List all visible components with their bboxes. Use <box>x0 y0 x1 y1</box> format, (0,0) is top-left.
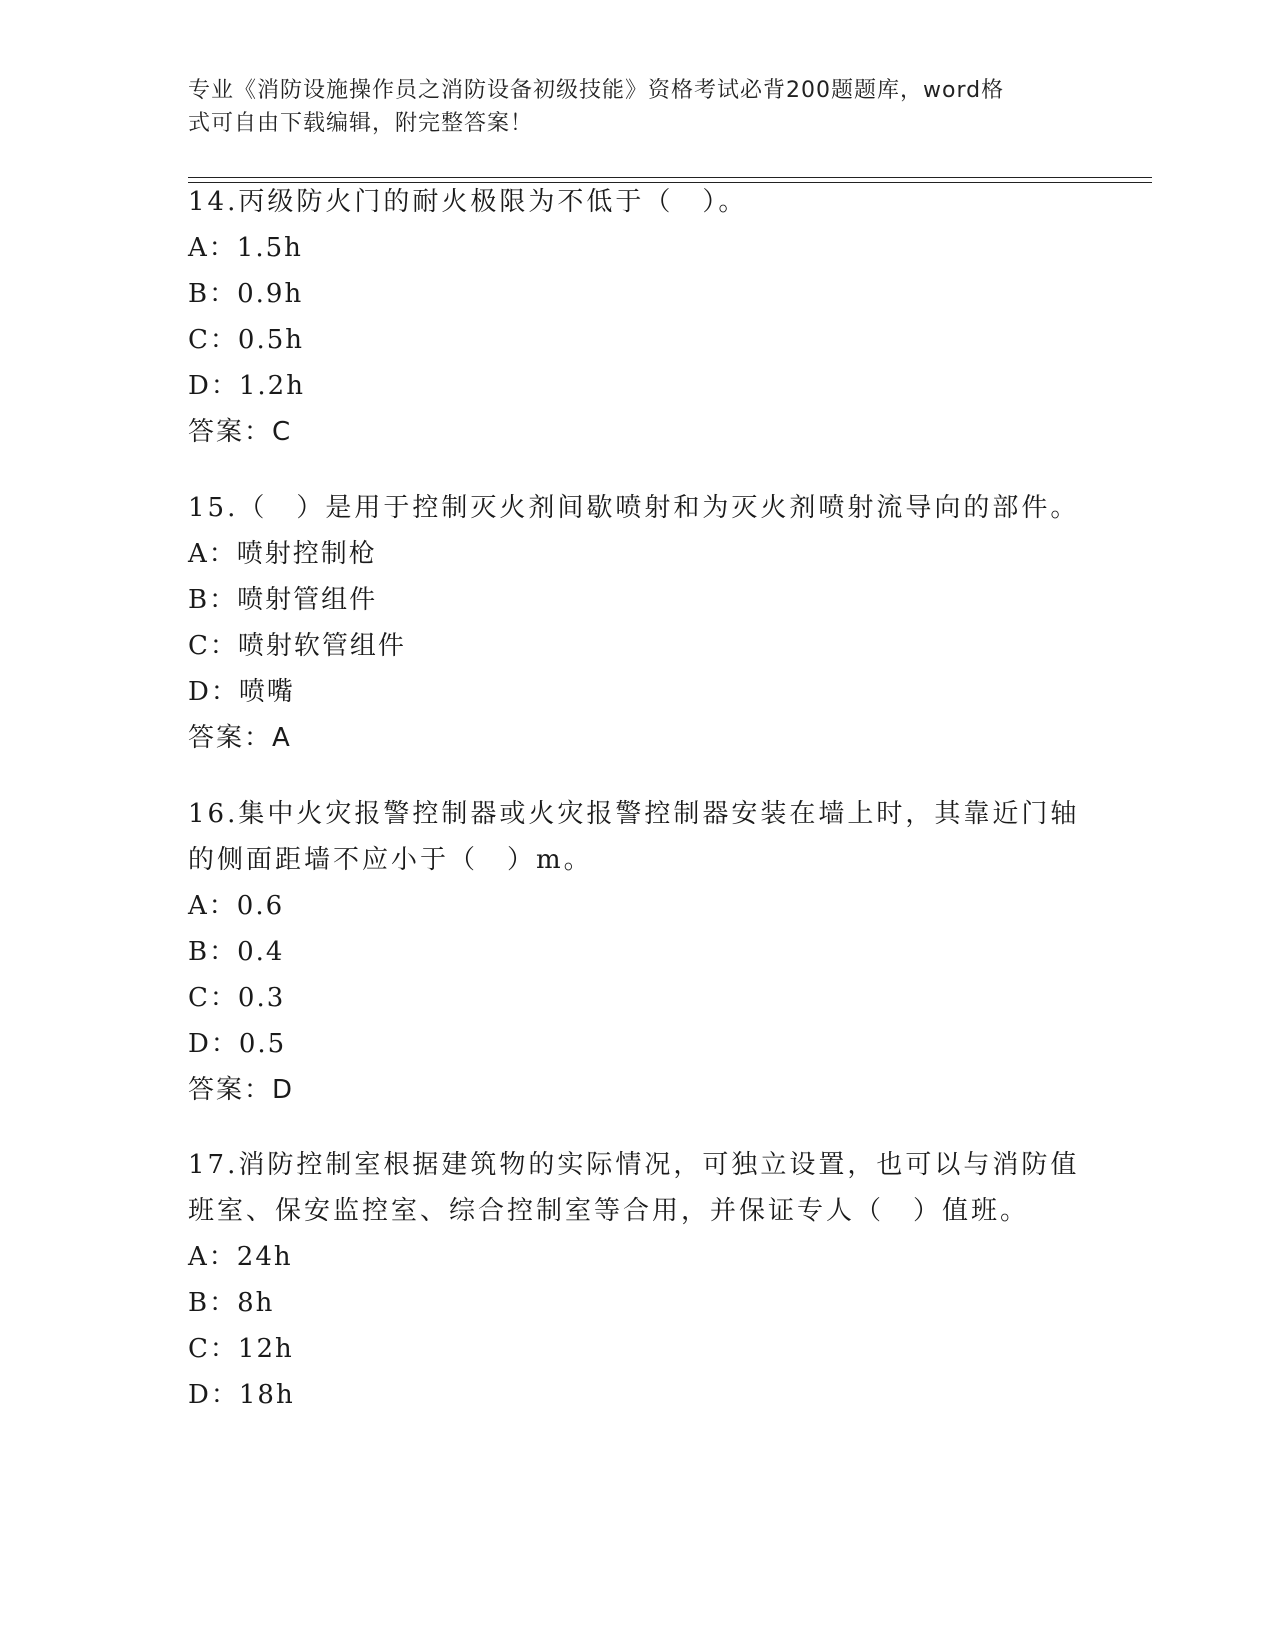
option-d <box>188 1021 1088 1067</box>
option-d <box>188 363 1088 409</box>
option-text: 0.9h <box>237 279 304 309</box>
option-c <box>188 317 1088 363</box>
option-text: 喷射管组件 <box>237 585 378 615</box>
option-c <box>188 975 1088 1021</box>
option-text: 1.2h <box>238 371 305 401</box>
option-a <box>188 883 1088 929</box>
option-letter: D： <box>188 371 239 401</box>
question-stem-line-2: 班室、保安监控室、综合控制室等合用，并保证专人（ ）值班。 <box>188 1196 1030 1226</box>
question-stem: 14.丙级防火门的耐火极限为不低于（ ）。 <box>188 187 748 217</box>
option-a <box>188 531 1088 577</box>
answer-line: 答案：D <box>188 1075 295 1105</box>
question-17 <box>188 1142 1088 1418</box>
option-text: 0.3 <box>237 983 286 1013</box>
option-a <box>188 225 1088 271</box>
option-b <box>188 929 1088 975</box>
option-b <box>188 271 1088 317</box>
option-d <box>188 1372 1088 1418</box>
option-text: 12h <box>237 1334 294 1364</box>
option-text: 0.6 <box>236 891 285 921</box>
option-letter: A： <box>188 539 237 569</box>
header-line-2: 式可自由下载编辑，附完整答案！ <box>188 111 534 136</box>
option-text: 喷射软管组件 <box>237 631 406 661</box>
option-d <box>188 669 1088 715</box>
option-text: 0.4 <box>237 937 285 967</box>
option-letter: C： <box>188 983 238 1013</box>
option-letter: C： <box>188 631 238 661</box>
option-a <box>188 1234 1088 1280</box>
option-text: 0.5h <box>237 325 304 355</box>
option-text: 18h <box>238 1380 295 1410</box>
option-letter: B： <box>188 585 238 615</box>
option-text: 24h <box>236 1242 293 1272</box>
option-letter: C： <box>188 325 238 355</box>
option-letter: D： <box>188 1029 239 1059</box>
option-letter: A： <box>188 891 237 921</box>
question-16 <box>188 791 1088 1113</box>
option-text: 1.5h <box>236 233 303 263</box>
option-text: 0.5 <box>238 1029 287 1059</box>
option-letter: B： <box>188 279 238 309</box>
answer-line: 答案：A <box>188 723 292 753</box>
option-b <box>188 577 1088 623</box>
option-text: 喷射控制枪 <box>236 539 377 569</box>
question-15 <box>188 485 1088 761</box>
question-stem: 15.（ ）是用于控制灭火剂间歇喷射和为灭火剂喷射流导向的部件。 <box>188 493 1080 523</box>
option-letter: B： <box>188 937 238 967</box>
header-divider-top <box>188 177 1152 178</box>
option-letter: A： <box>188 1242 237 1272</box>
question-stem-line-1: 16.集中火灾报警控制器或火灾报警控制器安装在墙上时，其靠近门轴 <box>188 799 1080 829</box>
option-letter: D： <box>188 1380 239 1410</box>
option-c <box>188 623 1088 669</box>
document-header <box>188 74 1068 140</box>
question-stem-line-1: 17.消防控制室根据建筑物的实际情况，可独立设置，也可以与消防值 <box>188 1150 1080 1180</box>
question-stem-line-2: 的侧面距墙不应小于（ ）m。 <box>188 845 593 875</box>
option-text: 喷嘴 <box>238 677 295 707</box>
option-letter: D： <box>188 677 239 707</box>
option-b <box>188 1280 1088 1326</box>
answer-line: 答案：C <box>188 417 293 447</box>
question-14 <box>188 179 1088 455</box>
header-line-1: 专业《消防设施操作员之消防设备初级技能》资格考试必背200题题库，word格 <box>188 78 1005 103</box>
option-text: 8h <box>237 1288 275 1318</box>
option-letter: A： <box>188 233 237 263</box>
option-letter: B： <box>188 1288 238 1318</box>
option-letter: C： <box>188 1334 238 1364</box>
option-c <box>188 1326 1088 1372</box>
